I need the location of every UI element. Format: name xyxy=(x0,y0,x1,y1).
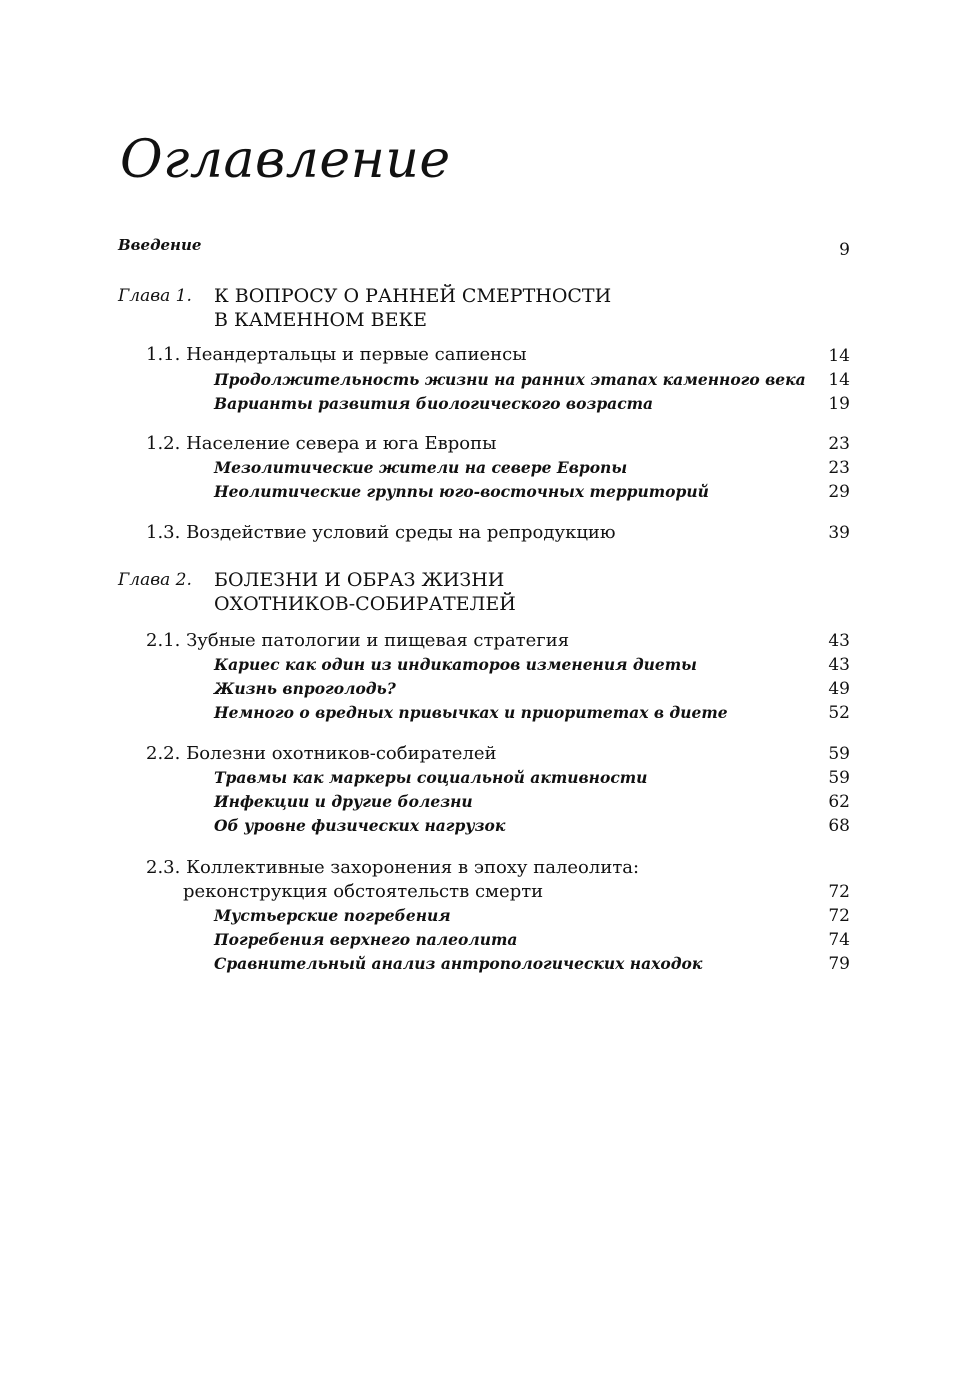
toc-subsection-page: 62 xyxy=(828,792,850,812)
toc-section-1-3: 1.3. Воздействие условий среды на репродукцию xyxy=(146,522,616,543)
toc-subsection: Инфекции и другие болезни xyxy=(214,792,473,811)
chapter-1-title-line2: В КАМЕННОМ ВЕКЕ xyxy=(214,309,428,331)
toc-subsection-page: 49 xyxy=(828,679,850,699)
toc-subsection: Жизнь впроголодь? xyxy=(214,679,396,698)
chapter-2-label: Глава 2. xyxy=(118,570,192,590)
toc-subsection-page: 74 xyxy=(828,930,850,950)
toc-section-2-2: 2.2. Болезни охотников-собирателей xyxy=(146,743,497,764)
toc-subsection-page: 72 xyxy=(828,906,850,926)
chapter-1-title-line1: К ВОПРОСУ О РАННЕЙ СМЕРТНОСТИ xyxy=(214,285,612,307)
toc-section-1-2-page: 23 xyxy=(828,434,850,454)
page-title: Оглавление xyxy=(120,130,451,190)
toc-subsection-page: 19 xyxy=(828,394,850,414)
toc-intro-label: Введение xyxy=(118,236,202,254)
toc-subsection: Травмы как маркеры социальной активности xyxy=(214,768,648,787)
toc-section-2-3-page: 72 xyxy=(828,882,850,902)
chapter-2-title xyxy=(214,568,516,616)
toc-section-1-2: 1.2. Население севера и юга Европы xyxy=(146,433,497,454)
toc-section-1-1: 1.1. Неандертальцы и первые сапиенсы xyxy=(146,344,527,365)
toc-section-1-1-page: 14 xyxy=(828,346,850,366)
toc-subsection-page: 52 xyxy=(828,703,850,723)
toc-subsection-page: 43 xyxy=(828,655,850,675)
toc-subsection: Немного о вредных привычках и приоритетах в диете xyxy=(214,703,728,722)
toc-subsection: Сравнительный анализ антропологических находок xyxy=(214,954,703,973)
toc-subsection: Мустьерские погребения xyxy=(214,906,451,925)
toc-section-2-1-page: 43 xyxy=(828,631,850,651)
toc-section-1-3-page: 39 xyxy=(828,523,850,543)
chapter-2-title-line2: ОХОТНИКОВ-СОБИРАТЕЛЕЙ xyxy=(214,593,516,615)
toc-subsection-page: 23 xyxy=(828,458,850,478)
toc-subsection-page: 14 xyxy=(828,370,850,390)
toc-subsection-page: 79 xyxy=(828,954,850,974)
chapter-1-label: Глава 1. xyxy=(118,286,192,306)
chapter-2-title-line1: БОЛЕЗНИ И ОБРАЗ ЖИЗНИ xyxy=(214,569,505,591)
toc-subsection-page: 59 xyxy=(828,768,850,788)
toc-subsection-page: 29 xyxy=(828,482,850,502)
toc-subsection: Неолитические группы юго-восточных территорий xyxy=(214,482,709,501)
toc-section-2-3: 2.3. Коллективные захоронения в эпоху палеолита: xyxy=(146,857,640,878)
toc-subsection: Об уровне физических нагрузок xyxy=(214,816,506,835)
toc-subsection: Продолжительность жизни на ранних этапах каменного века xyxy=(214,370,806,389)
toc-section-2-3-line2: реконструкция обстоятельств смерти xyxy=(183,881,544,902)
toc-subsection: Варианты развития биологического возраста xyxy=(214,394,654,413)
toc-subsection: Погребения верхнего палеолита xyxy=(214,930,518,949)
toc-subsection-page: 68 xyxy=(828,816,850,836)
chapter-1-title xyxy=(214,284,611,332)
toc-intro-page: 9 xyxy=(839,240,850,260)
toc-subsection: Мезолитические жители на севере Европы xyxy=(214,458,628,477)
toc-subsection: Кариес как один из индикаторов изменения диеты xyxy=(214,655,697,674)
toc-section-2-2-page: 59 xyxy=(828,744,850,764)
toc-section-2-1: 2.1. Зубные патологии и пищевая стратегия xyxy=(146,630,570,651)
